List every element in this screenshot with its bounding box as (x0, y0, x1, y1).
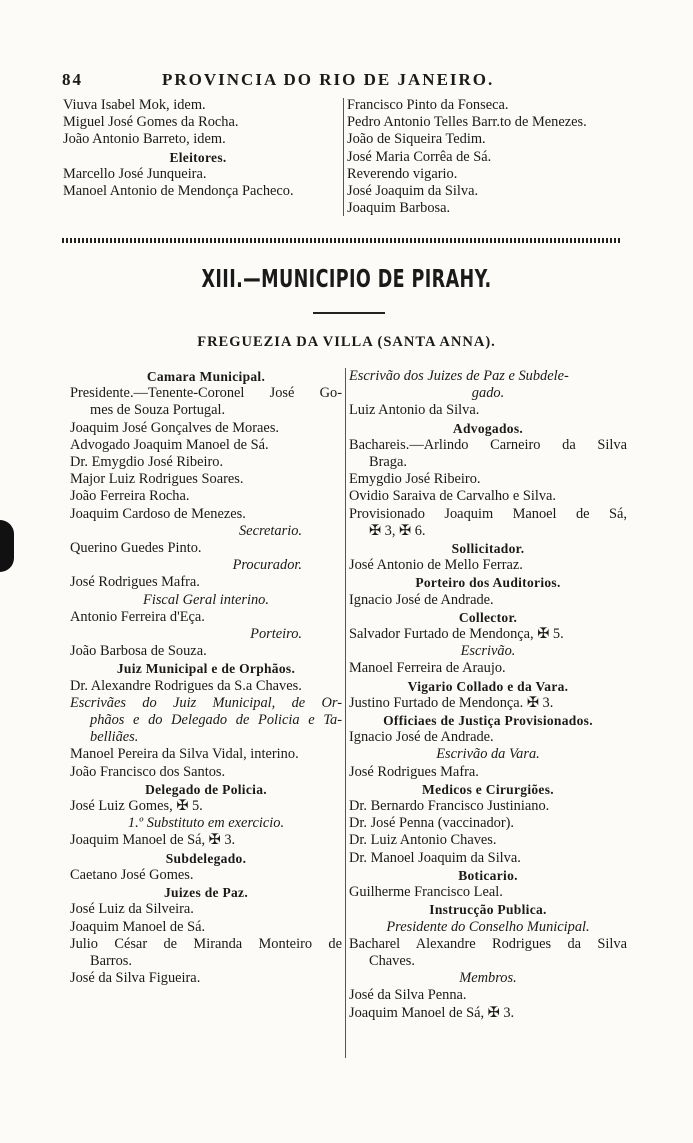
list-line: Advogado Joaquim Manoel de Sá. (70, 436, 269, 453)
binding-mark (0, 520, 14, 572)
list-line: José Luiz Gomes, ✠ 5. (70, 798, 203, 815)
list-line: Presidente do Conselho Municipal. (386, 918, 590, 935)
list-line: José Joaquim da Silva. (347, 183, 479, 200)
section-heading: Advogados. (452, 420, 524, 436)
list-line: Manoel Ferreira de Araujo. (349, 660, 506, 677)
list-line: Dr. Emygdio José Ribeiro. (70, 454, 224, 471)
section-heading: Eleitores. (169, 149, 227, 165)
list-line: Miguel José Gomes da Rocha. (63, 114, 239, 131)
section-heading: Vigario Collado e da Vara. (407, 678, 569, 694)
list-line: 1.º Substituto em exercicio. (127, 815, 285, 832)
top-right-list (347, 97, 637, 217)
list-line: Major Luiz Rodrigues Soares. (70, 471, 244, 488)
list-line: gado. (471, 385, 505, 402)
list-line: Escrivão da Vara. (436, 746, 540, 763)
list-line: Reverendo vigario. (347, 165, 458, 182)
list-line: Ignacio José de Andrade. (349, 591, 494, 608)
list-line: Luiz Antonio da Silva. (349, 402, 480, 419)
list-line: Procurador. (232, 557, 302, 574)
title-rule (313, 312, 385, 314)
list-line: João Francisco dos Santos. (70, 763, 226, 780)
section-title: XIII.—MUNICIPIO DE PIRAHY. (201, 264, 492, 293)
list-line: Ignacio José de Andrade. (349, 729, 494, 746)
parish-heading: FREGUEZIA DA VILLA (SANTA ANNA). (197, 334, 496, 350)
section-heading: Juizes de Paz. (163, 885, 249, 901)
list-line: Dr. Alexandre Rodrigues da S.a Chaves. (70, 677, 302, 694)
page-number: 84 (62, 70, 83, 89)
section-heading: Porteiro dos Auditorios. (415, 575, 561, 591)
list-line: José Rodrigues Mafra. (349, 763, 479, 780)
section-heading: Subdelegado. (165, 850, 247, 866)
list-line: Emygdio José Ribeiro. (349, 471, 481, 488)
list-line: Ovidio Saraiva de Carvalho e Silva. (349, 488, 557, 505)
list-line: José Maria Corrêa de Sá. (347, 148, 492, 165)
section-heading: Medicos e Cirurgiões. (422, 781, 554, 797)
top-left-list (63, 97, 333, 200)
list-line: Dr. José Penna (vaccinador). (349, 815, 515, 832)
list-line: Viuva Isabel Mok, idem. (63, 97, 206, 113)
section-heading: Instrucção Publica. (429, 902, 547, 918)
list-line: Julio César de Miranda Monteiro de (70, 935, 342, 952)
list-line: Marcello José Junqueira. (63, 165, 207, 182)
list-line: Joaquim José Gonçalves de Moraes. (70, 419, 280, 436)
section-heading: Juiz Municipal e de Orphãos. (116, 661, 296, 677)
section-heading: Boticario. (458, 867, 518, 883)
list-line: João Ferreira Rocha. (70, 488, 190, 505)
list-line: ✠ 3, ✠ 6. (369, 522, 426, 539)
list-line: João Barbosa de Souza. (70, 643, 207, 660)
list-line: Dr. Luiz Antonio Chaves. (349, 832, 497, 849)
section-heading: Delegado de Policia. (145, 781, 267, 797)
list-line: João Antonio Barreto, idem. (63, 131, 226, 148)
list-line: Chaves. (369, 952, 415, 969)
list-line: Presidente.—Tenente-Coronel José Go- (70, 385, 342, 402)
list-line: belliães. (90, 729, 139, 746)
list-line: Joaquim Manoel de Sá, ✠ 3. (70, 832, 236, 849)
list-line: Dr. Bernardo Francisco Justiniano. (349, 798, 550, 815)
list-line: Manoel Pereira da Silva Vidal, interino. (70, 746, 299, 763)
column-divider-top (343, 98, 344, 216)
list-line: José da Silva Figueira. (70, 970, 201, 987)
list-line: Membros. (459, 970, 517, 987)
list-line: Bachareis.—Arlindo Carneiro da Silva (349, 436, 627, 453)
list-line: Joaquim Manoel de Sá, ✠ 3. (349, 1004, 515, 1021)
list-line: José da Silva Penna. (349, 987, 467, 1004)
list-line: Escrivães do Juiz Municipal, de Or- (70, 694, 342, 711)
list-line: Joaquim Manoel de Sá. (70, 918, 206, 935)
ornamental-rule (62, 238, 622, 243)
list-line: Braga. (369, 454, 407, 471)
right-column (349, 368, 627, 1022)
section-heading: Sollicitador. (451, 541, 525, 557)
list-line: Querino Guedes Pinto. (70, 540, 202, 557)
list-line: Antonio Ferreira d'Eça. (70, 608, 205, 625)
list-line: Dr. Manoel Joaquim da Silva. (349, 849, 521, 866)
list-line: Francisco Pinto da Fonseca. (347, 97, 509, 113)
list-line: Joaquim Barbosa. (347, 200, 451, 217)
section-heading: Officiaes de Justiça Provisionados. (383, 713, 593, 729)
list-line: Pedro Antonio Telles Barr.to de Menezes. (347, 114, 587, 131)
list-line: Provisionado Joaquim Manoel de Sá, (349, 505, 627, 522)
list-line: José Rodrigues Mafra. (70, 574, 200, 591)
list-line: phãos e do Delegado de Policia e Ta- (90, 712, 342, 729)
list-line: Escrivão. (460, 643, 516, 660)
list-line: Joaquim Cardoso de Menezes. (70, 505, 246, 522)
list-line: Barros. (90, 952, 132, 969)
section-heading: Collector. (458, 609, 518, 625)
running-title: PROVINCIA DO RIO DE JANEIRO. (162, 70, 495, 89)
list-line: Justino Furtado de Mendonça. ✠ 3. (349, 694, 554, 711)
section-heading: Camara Municipal. (146, 369, 266, 384)
list-line: Secretario. (238, 522, 302, 539)
list-line: Caetano José Gomes. (70, 866, 194, 883)
list-line: João de Siqueira Tedim. (347, 131, 486, 148)
list-line: José Luiz da Silveira. (70, 901, 194, 918)
list-line: Porteiro. (250, 626, 302, 643)
list-line: José Antonio de Mello Ferraz. (349, 557, 523, 574)
column-divider-main (345, 368, 346, 1058)
list-line: Salvador Furtado de Mendonça, ✠ 5. (349, 626, 564, 643)
list-line: Fiscal Geral interino. (143, 591, 269, 608)
list-line: Manoel Antonio de Mendonça Pacheco. (63, 183, 294, 200)
list-line: Guilherme Francisco Leal. (349, 884, 503, 901)
list-line: mes de Souza Portugal. (90, 402, 226, 419)
list-line: Escrivão dos Juizes de Paz e Subdele- (349, 368, 569, 384)
list-line: Bacharel Alexandre Rodrigues da Silva (349, 935, 627, 952)
left-column (70, 368, 342, 987)
